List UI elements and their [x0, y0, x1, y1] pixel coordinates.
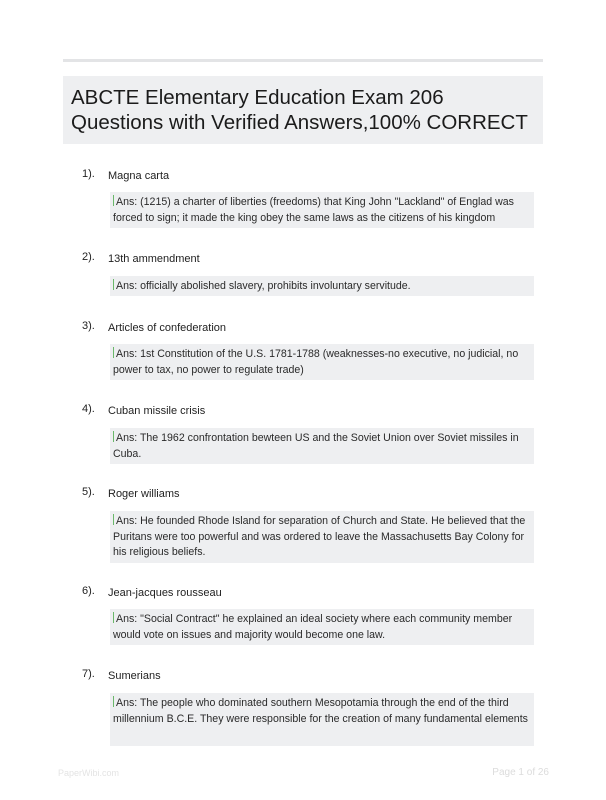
answer-marker: [113, 431, 114, 442]
title-line-1: ABCTE Elementary Education Exam 206: [71, 86, 444, 109]
answer-text: Ans: "Social Contract" he explained an ideal society where each community member would vote on issues and majority would become one law.: [113, 613, 513, 641]
answer-text: Ans: The 1962 confrontation bewteen US and the Soviet Union over Soviet missiles in Cuba.: [113, 432, 519, 460]
answer-box: [110, 693, 534, 746]
question-number: 5).: [82, 486, 95, 498]
answer-marker: [113, 279, 114, 290]
question-text: Jean-jacques rousseau: [108, 587, 222, 599]
question-text: Sumerians: [108, 670, 161, 682]
question-number: 3).: [82, 320, 95, 332]
answer-box: [110, 511, 534, 563]
answer-marker: [113, 514, 114, 525]
answer-marker: [113, 696, 114, 707]
question-number: 4).: [82, 403, 95, 415]
question-number: 2).: [82, 251, 95, 263]
answer-text: Ans: 1st Constitution of the U.S. 1781-1788 (weaknesses-no executive, no judicial, no power to tax, no power to regulate trade): [113, 348, 519, 376]
answer-box: [110, 344, 534, 380]
footer-watermark: PaperWibi.com: [58, 768, 120, 778]
answer-text: Ans: The people who dominated southern Mesopotamia through the end of the third millennium B.C.E. They were responsible for the creation of many fundamental elements: [113, 697, 528, 725]
title-line-2: Questions with Verified Answers,100% CORRECT: [71, 111, 528, 134]
answer-marker: [113, 612, 114, 623]
question-text: Articles of confederation: [108, 322, 227, 334]
header-divider: [63, 59, 543, 62]
answer-box: [110, 276, 534, 296]
document-title-box: [63, 76, 543, 144]
answer-marker: [113, 195, 114, 206]
answer-text: Ans: officially abolished slavery, prohibits involuntary servitude.: [116, 280, 411, 292]
question-text: Roger williams: [108, 488, 180, 500]
question-number: 1).: [82, 168, 95, 180]
question-number: 6).: [82, 585, 95, 597]
question-text: Cuban missile crisis: [108, 405, 206, 417]
answer-text: Ans: He founded Rhode Island for separation of Church and State. He believed that the Puritans were too powerful and was ordered to leave the Massachusetts Bay Colony for his religious beliefs.: [113, 515, 526, 558]
answer-text: Ans: (1215) a charter of liberties (freedoms) that King John "Lackland" of Englad was forced to sign; it made the king obey the same laws as the citizens of his kingdom: [113, 196, 514, 224]
question-text: Magna carta: [108, 170, 170, 182]
question-number: 7).: [82, 668, 95, 680]
answer-box: [110, 192, 534, 228]
answer-marker: [113, 347, 114, 358]
page-number: Page 1 of 26: [492, 767, 549, 778]
question-text: 13th ammendment: [108, 253, 200, 265]
answer-box: [110, 609, 534, 645]
document-title: [71, 85, 535, 135]
answer-box: [110, 428, 534, 464]
